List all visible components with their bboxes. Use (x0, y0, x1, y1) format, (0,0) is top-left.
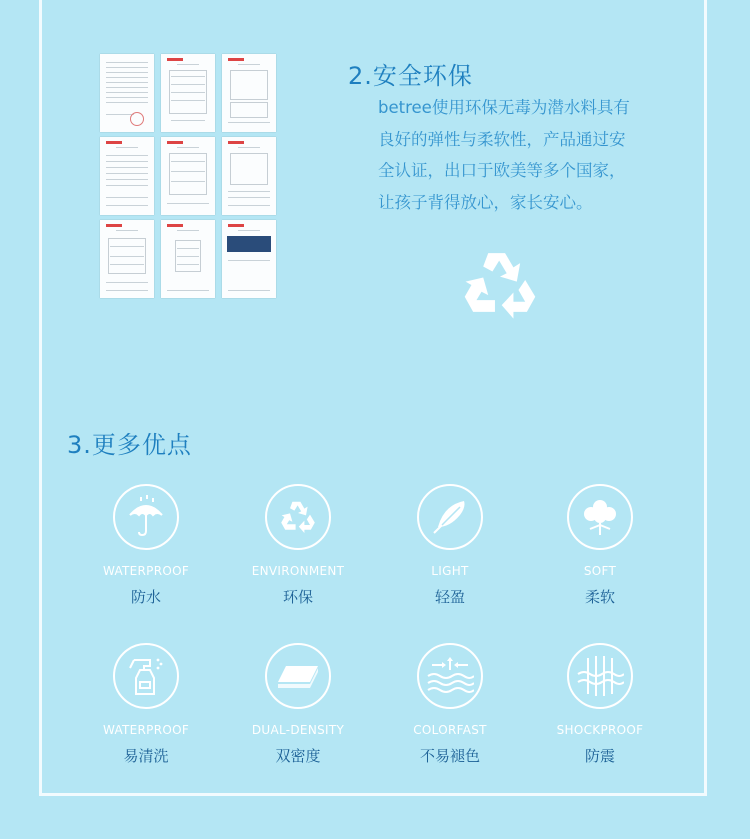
feature-label-en: ENVIRONMENT (251, 564, 345, 578)
feature-label-cn: 防水 (130, 588, 161, 606)
feature-label-en: COLORFAST (413, 723, 487, 737)
feature-badge (265, 484, 331, 550)
certificate-page (100, 137, 154, 215)
recycle-icon (278, 498, 318, 536)
certificate-page (161, 220, 215, 298)
feature-dual-density (228, 643, 368, 766)
feature-label-en: SOFT (583, 564, 617, 578)
feature-badge (567, 643, 633, 709)
feature-badge (417, 643, 483, 709)
spray-bottle-icon (126, 654, 166, 698)
waves-icon (426, 656, 474, 696)
feature-label-cn: 柔软 (584, 588, 615, 606)
section-3-title: 3.更多优点 (67, 431, 192, 459)
feature-label-cn: 双密度 (275, 747, 321, 765)
feature-shockproof (530, 643, 670, 766)
feature-badge (265, 643, 331, 709)
description-line: betree使用环保无毒为潜水料具有 (378, 98, 630, 117)
feature-badge (417, 484, 483, 550)
shockproof-icon (576, 654, 624, 698)
recycle-icon (458, 246, 542, 324)
certificate-page (100, 54, 154, 132)
feature-label-en: WATERPROOF (102, 564, 190, 578)
feature-label-en: DUAL-DENSITY (251, 723, 345, 737)
feature-label-cn: 轻盈 (434, 588, 465, 606)
feature-badge (113, 643, 179, 709)
description-line: 良好的弹性与柔软性，产品通过安 (378, 129, 626, 149)
feature-badge (567, 484, 633, 550)
feature-label-cn: 不易褪色 (419, 747, 480, 765)
section-2-title: 2.安全环保 (348, 62, 473, 90)
feature-colorfast (380, 643, 520, 766)
cotton-icon (578, 495, 622, 539)
feature-label-cn: 防震 (584, 747, 615, 765)
feather-icon (430, 497, 470, 537)
feature-label-en: SHOCKPROOF (556, 723, 644, 737)
umbrella-icon (126, 495, 166, 539)
layers-icon (276, 658, 320, 694)
feature-badge (113, 484, 179, 550)
feature-label-en: LIGHT (431, 564, 469, 578)
feature-environment (228, 484, 368, 607)
feature-waterproof (76, 484, 216, 607)
certificate-page (161, 137, 215, 215)
description-line: 让孩子背得放心，家长安心。 (378, 192, 593, 212)
feature-light (380, 484, 520, 607)
description-line: 全认证，出口于欧美等多个国家， (378, 161, 626, 180)
feature-label-cn: 环保 (282, 588, 313, 606)
feature-label-en: WATERPROOF (102, 723, 190, 737)
certificate-documents (100, 54, 276, 298)
certificate-page (161, 54, 215, 132)
feature-label-cn: 易清洗 (123, 747, 169, 765)
certificate-page (222, 220, 276, 298)
feature-soft (530, 484, 670, 607)
certificate-page (100, 220, 154, 298)
feature-easy-clean (76, 643, 216, 766)
certificate-page (222, 54, 276, 132)
section-2-description (378, 92, 678, 218)
certificate-page (222, 137, 276, 215)
